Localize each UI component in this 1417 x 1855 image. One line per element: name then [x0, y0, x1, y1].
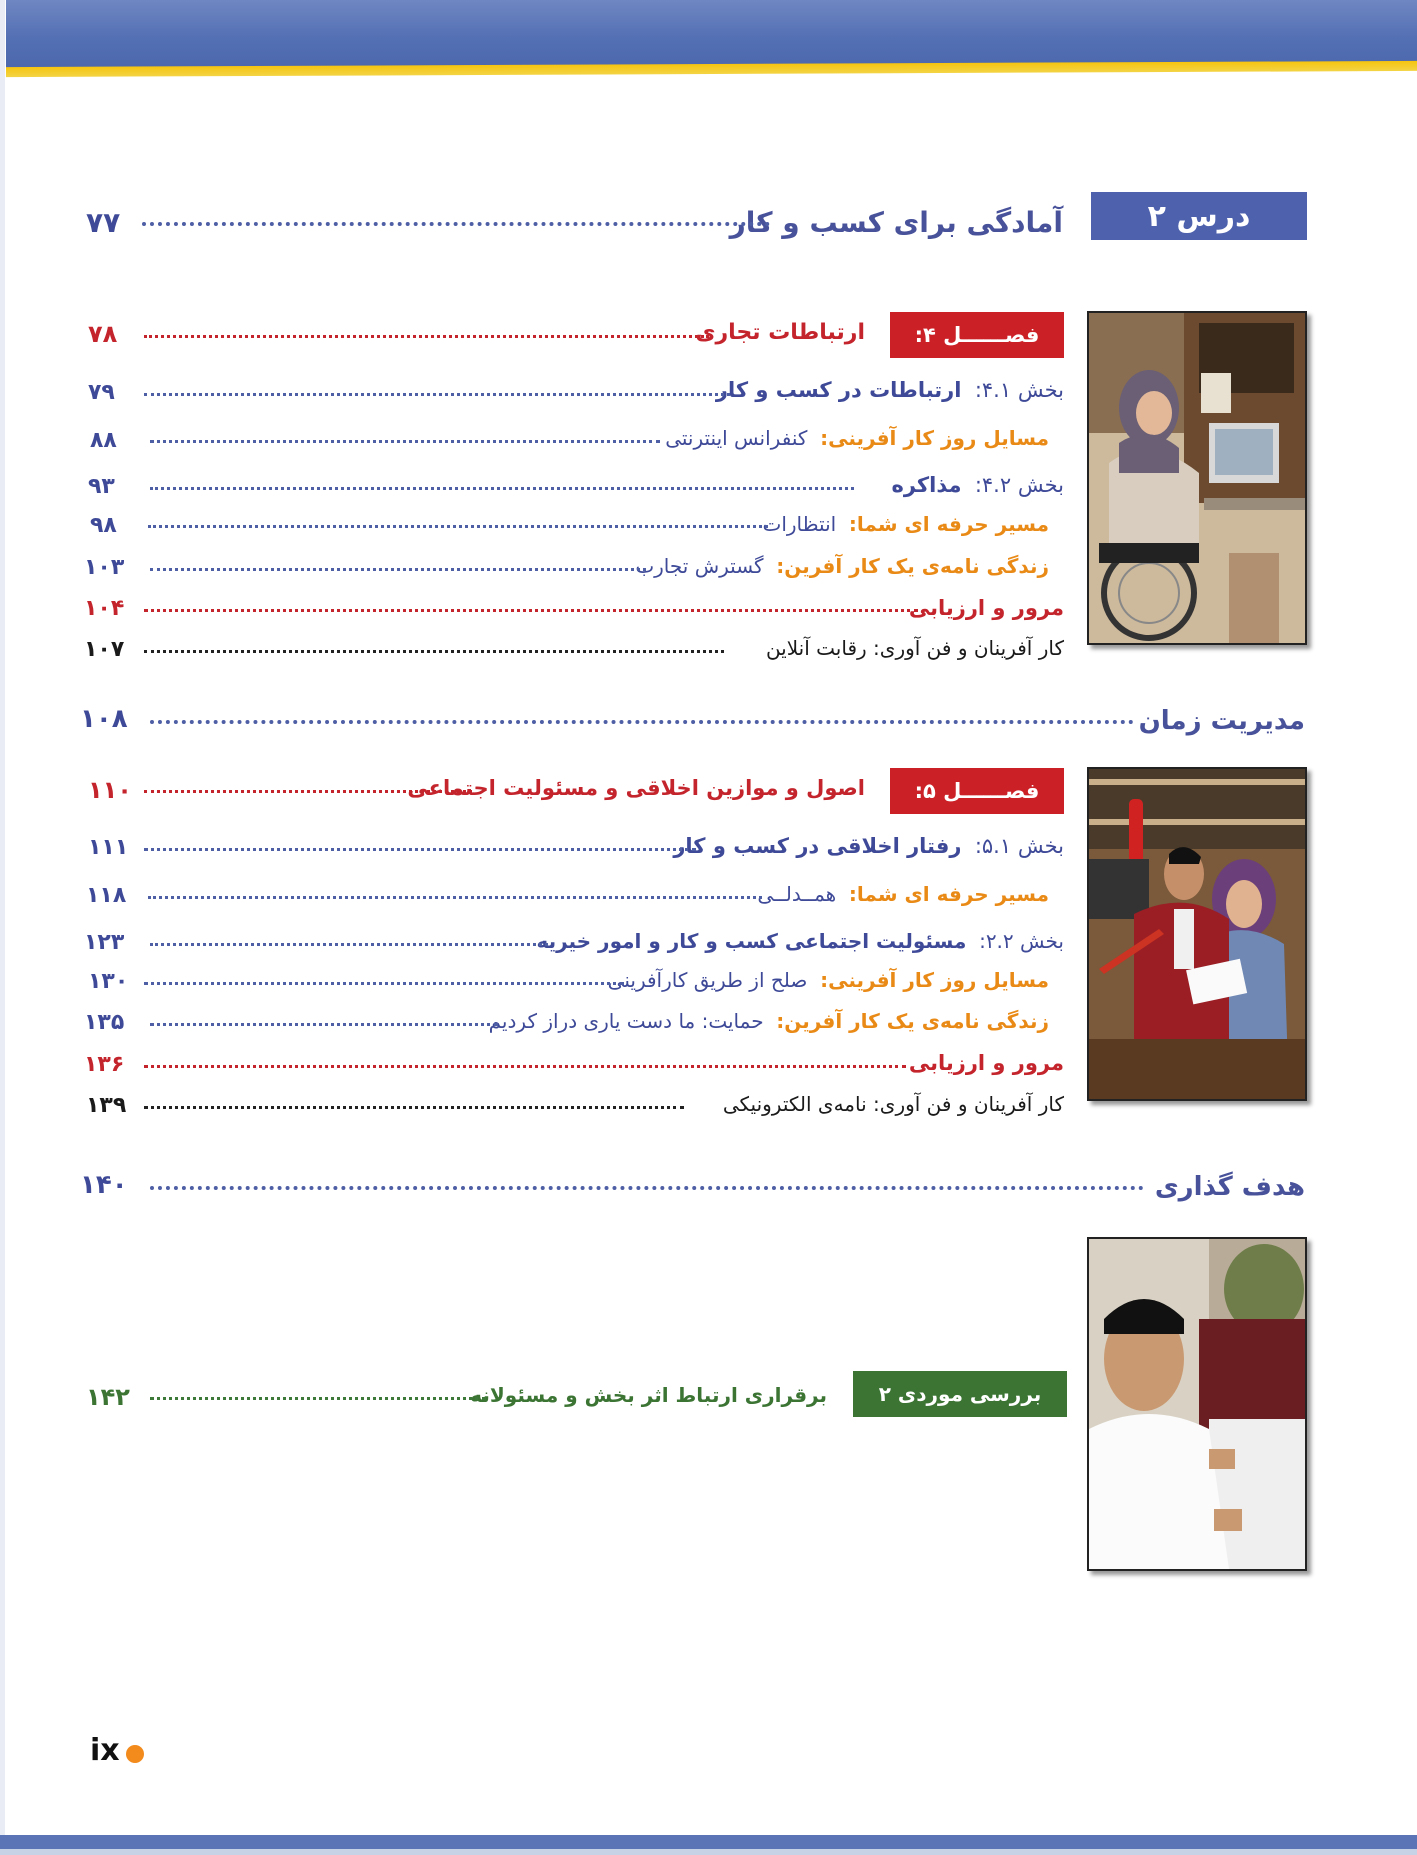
time-management-title[interactable]: مدیریت زمان [1138, 706, 1305, 736]
entry-page[interactable]: ۱۱۸ [86, 883, 127, 908]
entry-text: مذاکره [891, 473, 962, 497]
chapter-4-label [890, 312, 1064, 358]
chapter-5-label [890, 768, 1064, 814]
leader-dots [144, 848, 696, 851]
entry-text: صلح از طریق کارآفرینی [607, 968, 808, 992]
toc-entry[interactable] [673, 836, 1064, 857]
photo-man-at-laptop-drawing [1089, 1239, 1305, 1569]
chapter-4-label-text: فصــــــل ۴: [914, 323, 1040, 347]
photo-two-people-workshop [1087, 767, 1307, 1101]
leader-dots [144, 1065, 906, 1068]
entry-page[interactable]: ۱۳۶ [84, 1052, 125, 1077]
entry-page[interactable]: ۹۳ [88, 474, 115, 499]
leader-dots [144, 393, 730, 396]
photo-woman-at-computer-drawing [1089, 313, 1305, 643]
entry-prefix: بخش ۴.۲: [974, 473, 1064, 497]
photo-woman-at-computer [1087, 311, 1307, 645]
entry-prefix: مسیر حرفه ای شما: [848, 512, 1049, 536]
toc-entry[interactable] [536, 931, 1064, 951]
chapter-5-title[interactable]: اصول و موازین اخلاقی و مسئولیت اجتماعی [407, 776, 865, 800]
toc-entry[interactable] [757, 884, 1049, 904]
entry-prefix: کار آفرینان و فن آوری: [873, 636, 1064, 660]
page-number: ix [90, 1733, 120, 1768]
entry-page[interactable]: ۸۸ [90, 428, 117, 453]
lesson-label-text: درس ۲ [1147, 198, 1251, 234]
leader-dots [142, 222, 770, 226]
entry-page[interactable]: ۱۳۵ [84, 1010, 125, 1035]
entry-page[interactable]: ۱۰۷ [84, 637, 125, 662]
entry-text: حمایت: ما دست یاری دراز کردیم [488, 1009, 764, 1033]
chapter-5-page[interactable]: ۱۱۰ [88, 776, 132, 804]
orange-dot-icon [126, 1745, 144, 1763]
toc-entry[interactable] [665, 428, 1049, 448]
entry-prefix: زندگی نامه‌ی یک کار آفرین: [776, 1009, 1049, 1033]
entry-prefix: مسایل روز کار آفرینی: [820, 968, 1049, 992]
leader-dots [144, 982, 624, 985]
leader-dots [150, 440, 660, 443]
toc-entry[interactable] [489, 1011, 1049, 1031]
toc-entry[interactable] [723, 1094, 1064, 1114]
left-edge-line [0, 0, 5, 1855]
chapter-4-page[interactable]: ۷۸ [88, 320, 118, 348]
toc-entry[interactable] [716, 380, 1064, 401]
leader-dots [150, 568, 646, 571]
lesson-page[interactable]: ۷۷ [86, 206, 121, 239]
entry-page[interactable]: ۱۰۴ [84, 596, 125, 621]
entry-text: انتظارات [762, 512, 837, 536]
leader-dots [148, 525, 768, 528]
leader-dots [150, 943, 548, 946]
entry-text: کنفرانس اینترنتی [665, 426, 808, 450]
leader-dots [150, 720, 1134, 724]
entry-page[interactable]: ۹۸ [90, 513, 117, 538]
leader-dots [144, 1106, 684, 1109]
entry-text: ارتباطات در کسب و کار [715, 378, 962, 402]
review-entry[interactable]: مرور و ارزیابی [908, 596, 1064, 620]
leader-dots [144, 790, 472, 793]
goal-setting-page[interactable]: ۱۴۰ [80, 1170, 128, 1200]
leader-dots [148, 896, 762, 899]
leader-dots [150, 1397, 486, 1400]
case-study-label-text: بررسی موردی ۲ [878, 1382, 1042, 1406]
entry-prefix: مسایل روز کار آفرینی: [820, 426, 1049, 450]
leader-dots [150, 1023, 498, 1026]
toc-entry[interactable] [891, 475, 1064, 496]
entry-text: نامه‌ی الکترونیکی [722, 1092, 867, 1116]
header-band [6, 0, 1417, 70]
entry-text: همــدلــی [757, 882, 837, 906]
leader-dots [144, 609, 918, 612]
leader-dots [150, 1186, 1144, 1190]
leader-dots [144, 335, 709, 338]
photo-two-people-workshop-drawing [1089, 769, 1305, 1099]
entry-prefix: بخش ۵.۱: [974, 834, 1064, 858]
entry-page[interactable]: ۱۲۳ [84, 930, 125, 955]
toc-entry[interactable] [635, 556, 1049, 576]
entry-text: گسترش تجارب [635, 554, 764, 578]
entry-text: رفتار اخلاقی در کسب و کار [673, 834, 962, 858]
chapter-4-title[interactable]: ارتباطات تجاری [695, 320, 865, 345]
goal-setting-title[interactable]: هدف گذاری [1154, 1172, 1305, 1202]
footer-band-light [0, 1849, 1417, 1855]
chapter-5-label-text: فصــــــل ۵: [914, 779, 1040, 803]
entry-text: رقابت آنلاین [765, 636, 867, 660]
toc-entry[interactable] [766, 638, 1064, 658]
entry-prefix: مسیر حرفه ای شما: [848, 882, 1049, 906]
review-entry[interactable]: مرور و ارزیابی [908, 1051, 1064, 1075]
entry-prefix: زندگی نامه‌ی یک کار آفرین: [776, 554, 1049, 578]
lesson-label [1091, 192, 1307, 240]
photo-man-at-laptop [1087, 1237, 1307, 1571]
case-study-title[interactable]: برقراری ارتباط اثر بخش و مسئولانه [470, 1383, 827, 1407]
entry-page[interactable]: ۱۳۹ [86, 1093, 127, 1118]
entry-prefix: بخش ۴.۱: [974, 378, 1064, 402]
toc-entry[interactable] [608, 970, 1049, 990]
entry-page[interactable]: ۱۳۰ [88, 969, 129, 994]
lesson-title[interactable]: آمادگی برای کسب و کار [729, 206, 1063, 239]
case-study-page[interactable]: ۱۴۲ [86, 1383, 130, 1411]
entry-text: مسئولیت اجتماعی کسب و کار و امور خیریه [536, 929, 967, 953]
entry-page[interactable]: ۷۹ [88, 380, 115, 405]
entry-prefix: کار آفرینان و فن آوری: [873, 1092, 1064, 1116]
toc-entry[interactable] [763, 514, 1050, 534]
entry-prefix: بخش ۲.۲: [979, 929, 1064, 953]
leader-dots [150, 487, 854, 490]
time-management-page[interactable]: ۱۰۸ [80, 704, 128, 734]
case-study-label [853, 1371, 1067, 1417]
entry-page[interactable]: ۱۰۳ [84, 555, 125, 580]
leader-dots [144, 650, 724, 653]
entry-page[interactable]: ۱۱۱ [88, 835, 129, 860]
